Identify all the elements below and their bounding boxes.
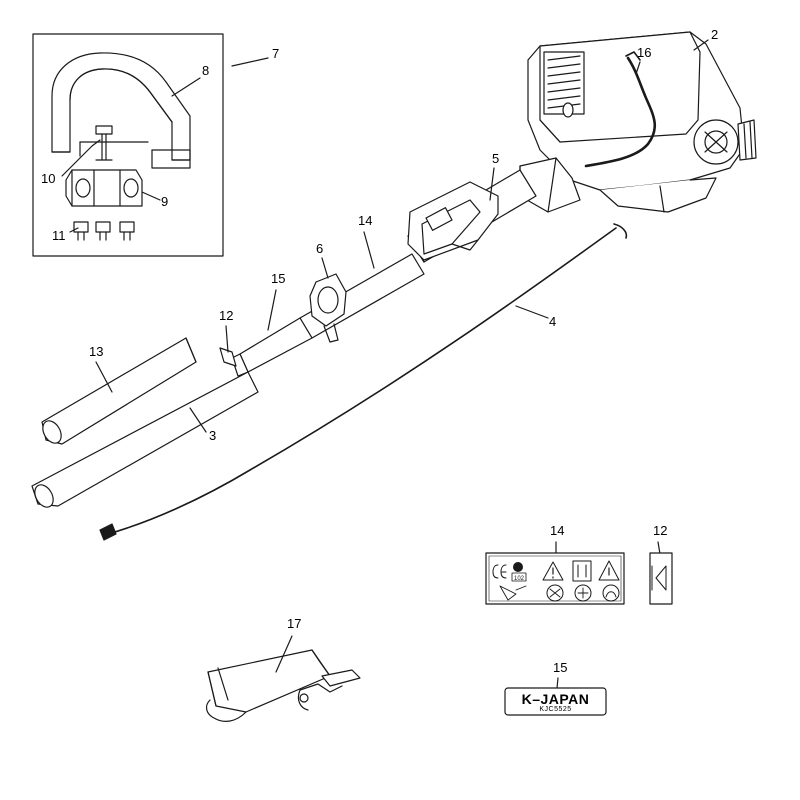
callout-7: 7 <box>272 46 280 61</box>
leader-7 <box>232 58 268 66</box>
leader-14 <box>364 232 374 268</box>
callout-4: 4 <box>549 314 557 329</box>
callout-12: 12 <box>219 308 234 323</box>
callout-10: 10 <box>41 171 56 186</box>
callout-15: 15 <box>271 271 286 286</box>
callout-13: 13 <box>89 344 104 359</box>
leader-12b <box>658 542 660 554</box>
throttle-cable-part <box>100 224 626 540</box>
callout-8: 8 <box>202 63 210 78</box>
callout-6: 6 <box>316 241 324 256</box>
harness-part <box>207 650 360 721</box>
callout-12-label: 12 <box>653 523 668 538</box>
callout-3: 3 <box>209 428 217 443</box>
arrow-label-plate-shape <box>650 553 672 604</box>
brand-name-text: K–JAPAN <box>521 691 590 707</box>
warning-label-plate-shape <box>486 553 624 604</box>
callout-16: 16 <box>637 45 652 60</box>
leader-15b <box>557 678 558 688</box>
leader-6 <box>322 258 328 278</box>
handle-clamp-part <box>66 170 142 206</box>
callout-11: 11 <box>52 228 66 243</box>
callout-14: 14 <box>358 213 373 228</box>
callout-9: 9 <box>161 194 169 209</box>
callout-17: 17 <box>287 616 302 631</box>
leader-15 <box>268 290 276 330</box>
callout-14-label: 14 <box>550 523 565 538</box>
callout-2: 2 <box>711 27 719 42</box>
leader-12 <box>226 326 228 352</box>
brand-model-text: KJC5525 <box>539 706 572 713</box>
callout-5: 5 <box>492 151 500 166</box>
leader-4 <box>516 306 548 318</box>
callout-15-label: 15 <box>553 660 568 675</box>
svg-text:102: 102 <box>513 576 525 582</box>
